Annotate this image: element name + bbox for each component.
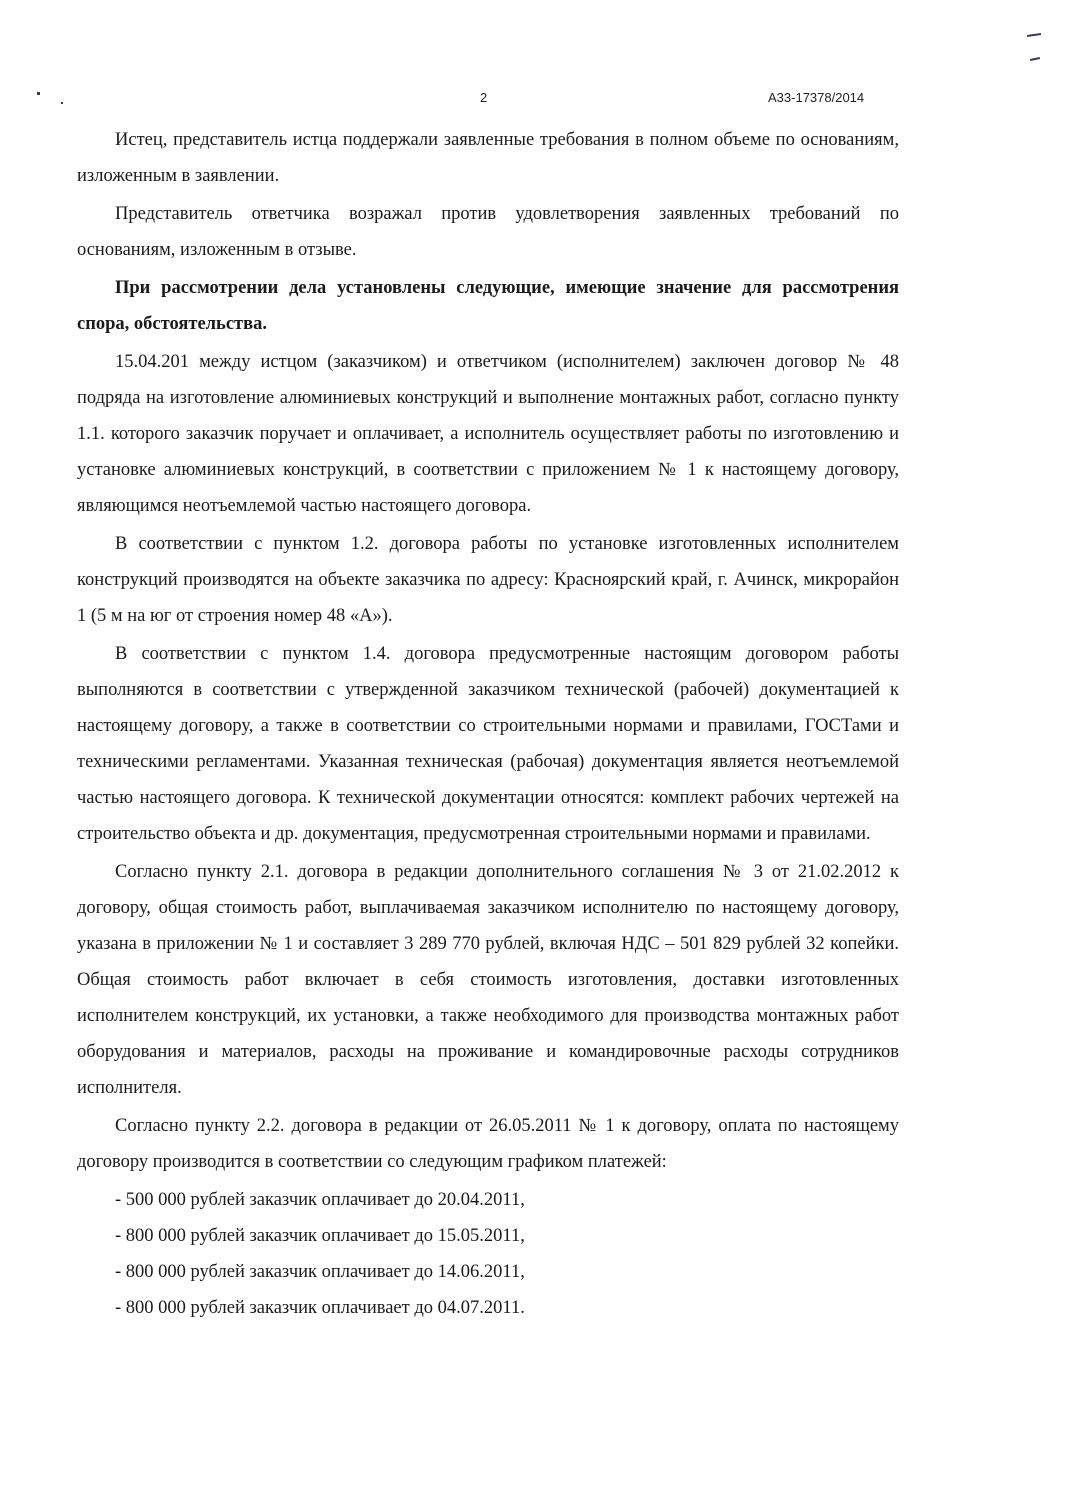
paragraph-clause-1-4: В соответствии с пунктом 1.4. договора предусмотренные настоящим договором работы выполняются в соответствии с утвержденной заказчиком технической (рабочей) документацией к настоящему договору, а также в соответствии со строительными нормами и правилами, ГОСТами и техническими регламентами. Указанная техническая (рабочая) документация является неотъемлемой частью настоящего договора. К технической документации относятся: комплект рабочих чертежей на строительство объекта и др. документация, предусмотренная строительными нормами и правилами. [77, 644, 899, 844]
paragraph-contract: 15.04.201 между истцом (заказчиком) и ответчиком (исполнителем) заключен договор № 48 подряда на изготовление алюминиевых конструкций и выполнение монтажных работ, согласно пункту 1.1. которого заказчик поручает и оплачивает, а исполнитель осуществляет работы по изготовлению и установке алюминиевых конструкций, в соответствии с приложением № 1 к настоящему договору, являющимся неотъемлемой частью настоящего договора. [77, 352, 899, 516]
scan-speck [37, 92, 40, 95]
list-item: - 800 000 рублей заказчик оплачивает до 04.07.2011. [115, 1298, 525, 1318]
list-item: - 500 000 рублей заказчик оплачивает до 20.04.2011, [115, 1190, 525, 1210]
paragraph-defendant-position: Представитель ответчика возражал против удовлетворения заявленных требований по основаниям, изложенным в отзыве. [77, 204, 899, 260]
list-item: - 800 000 рублей заказчик оплачивает до 15.05.2011, [115, 1226, 525, 1246]
scan-speck [1027, 33, 1041, 37]
paragraph-clause-2-1: Согласно пункту 2.1. договора в редакции дополнительного соглашения № 3 от 21.02.2012 к договору, общая стоимость работ, выплачиваемая заказчиком исполнителю по настоящему договору, указана в приложении № 1 и составляет 3 289 770 рублей, включая НДС – 501 829 рублей 32 копейки. Общая стоимость работ включает в себя стоимость изготовления, доставки изготовленных исполнителем конструкций, их установки, а также необходимого для производства монтажных работ оборудования и материалов, расходы на проживание и командировочные расходы сотрудников исполнителя. [77, 862, 899, 1098]
section-heading-circumstances: При рассмотрении дела установлены следующие, имеющие значение для рассмотрения спора, обстоятельства. [77, 278, 899, 334]
document-body [77, 122, 899, 1326]
scan-speck [61, 102, 63, 104]
page-number: 2 [480, 90, 488, 105]
scan-speck [1030, 57, 1040, 61]
case-number: А33-17378/2014 [768, 90, 865, 105]
payment-schedule-list [77, 1182, 899, 1326]
paragraph-plaintiff-position: Истец, представитель истца поддержали заявленные требования в полном объеме по основаниям, изложенным в заявлении. [77, 130, 899, 186]
paragraph-clause-1-2: В соответствии с пунктом 1.2. договора работы по установке изготовленных исполнителем конструкций производятся на объекте заказчика по адресу: Красноярский край, г. Ачинск, микрорайон 1 (5 м на юг от строения номер 48 «А»). [77, 534, 899, 626]
paragraph-clause-2-2: Согласно пункту 2.2. договора в редакции от 26.05.2011 № 1 к договору, оплата по настоящему договору производится в соответствии со следующим графиком платежей: [77, 1116, 899, 1172]
list-item: - 800 000 рублей заказчик оплачивает до 14.06.2011, [115, 1262, 525, 1282]
